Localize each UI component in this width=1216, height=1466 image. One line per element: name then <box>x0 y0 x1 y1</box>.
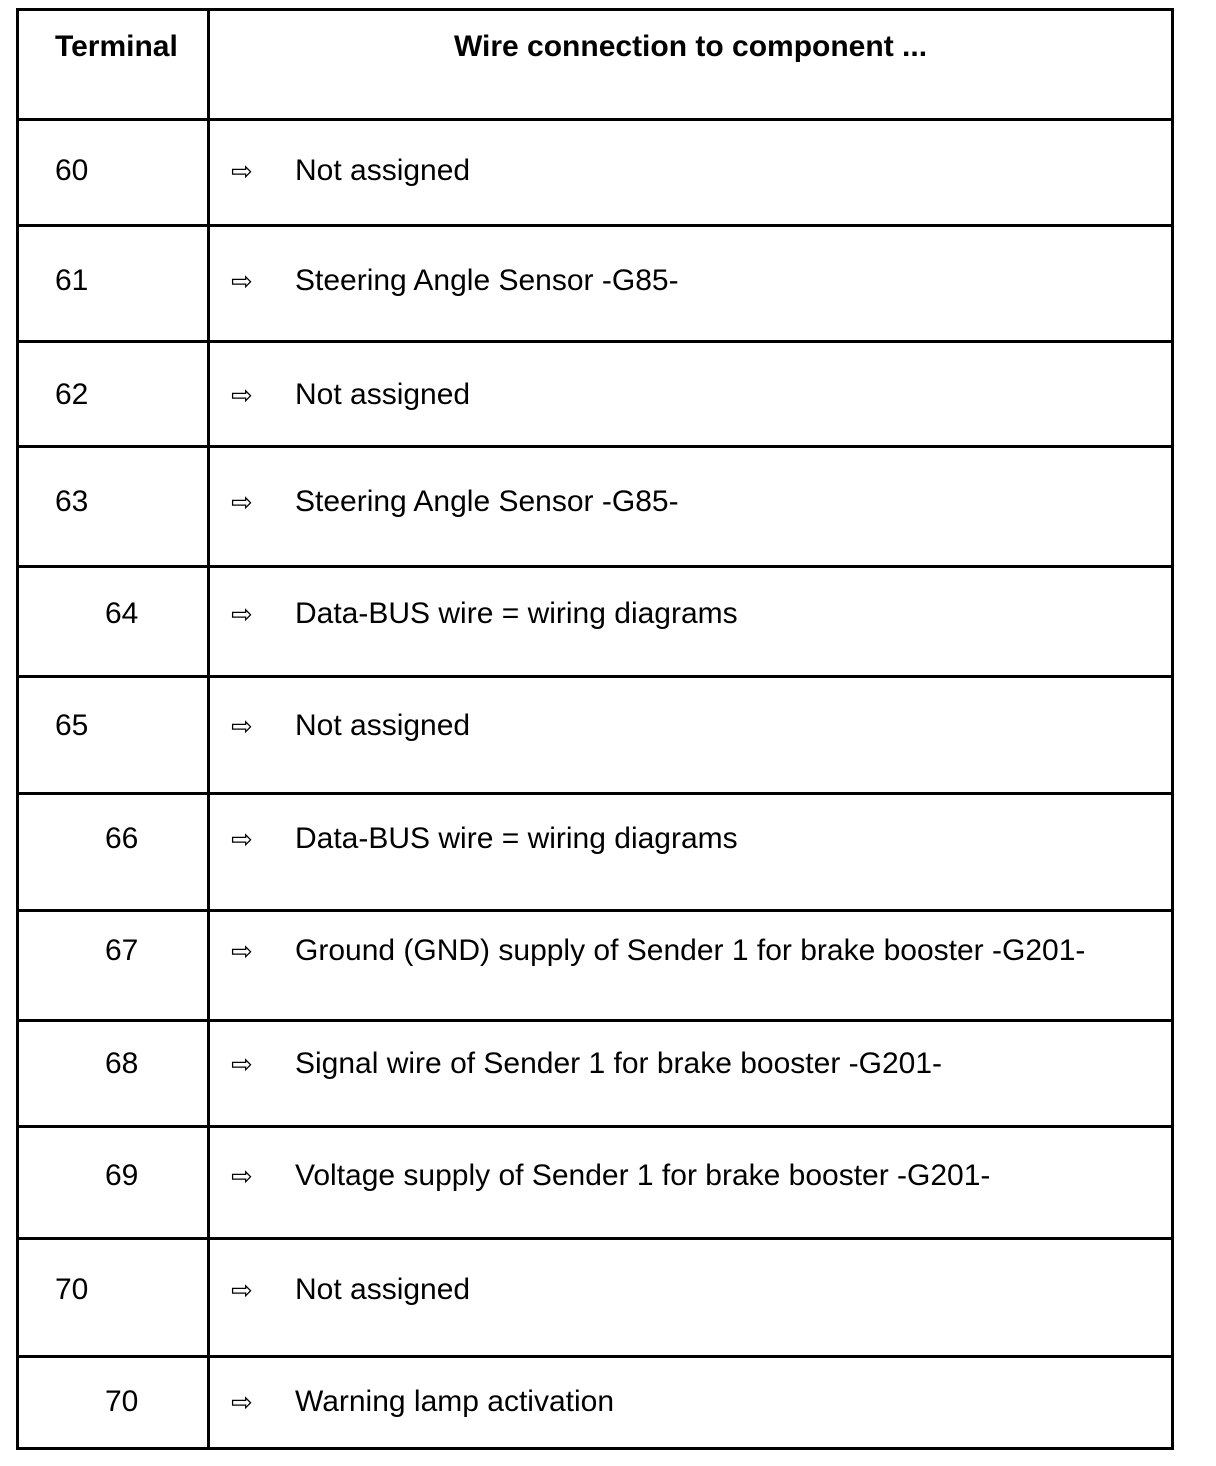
connection-text: Voltage supply of Sender 1 for brake booster -G201- <box>295 1159 991 1192</box>
arrow-icon: ⇨ <box>231 157 253 187</box>
table-row <box>19 121 1171 227</box>
column-divider <box>207 678 210 792</box>
connection-text: Not assigned <box>295 1273 471 1306</box>
connection-text: Steering Angle Sensor -G85- <box>295 264 679 297</box>
table-row <box>19 1358 1171 1447</box>
column-divider <box>207 227 210 340</box>
connection-text: Ground (GND) supply of Sender 1 for brake booster -G201- <box>295 934 1086 967</box>
header-terminal: Terminal <box>55 30 178 63</box>
terminal-number: 62 <box>55 378 89 411</box>
terminal-number: 64 <box>105 597 139 630</box>
arrow-icon: ⇨ <box>231 1162 253 1192</box>
connection-text: Steering Angle Sensor -G85- <box>295 485 679 518</box>
terminal-number: 66 <box>105 822 139 855</box>
arrow-icon: ⇨ <box>231 937 253 967</box>
column-divider <box>207 1128 210 1237</box>
table-row <box>19 795 1171 912</box>
terminal-number: 68 <box>105 1047 139 1080</box>
connection-text: Warning lamp activation <box>295 1385 615 1418</box>
terminal-number: 61 <box>55 264 89 297</box>
header-connection: Wire connection to component ... <box>453 30 928 63</box>
connection-text: Data-BUS wire = wiring diagrams <box>295 822 738 855</box>
column-divider <box>207 448 210 565</box>
terminal-number: 70 <box>55 1273 89 1306</box>
arrow-icon: ⇨ <box>231 1276 253 1306</box>
table-row <box>19 568 1171 678</box>
column-divider <box>207 1358 210 1447</box>
terminal-number: 69 <box>105 1159 139 1192</box>
column-divider <box>207 568 210 675</box>
arrow-icon: ⇨ <box>231 825 253 855</box>
connection-text: Signal wire of Sender 1 for brake booster -G201- <box>295 1047 943 1080</box>
terminal-number: 70 <box>105 1385 139 1418</box>
table-row <box>19 448 1171 568</box>
arrow-icon: ⇨ <box>231 1050 253 1080</box>
column-divider <box>207 121 210 224</box>
column-divider <box>207 1022 210 1125</box>
terminal-number: 63 <box>55 485 89 518</box>
table-row <box>19 912 1171 1022</box>
terminal-number: 67 <box>105 934 139 967</box>
table-row <box>19 1128 1171 1240</box>
terminal-number: 65 <box>55 709 89 742</box>
arrow-icon: ⇨ <box>231 267 253 297</box>
column-divider <box>207 912 210 1019</box>
column-divider <box>207 343 210 445</box>
terminal-table <box>16 8 1174 1450</box>
arrow-icon: ⇨ <box>231 488 253 518</box>
column-divider <box>207 1240 210 1355</box>
arrow-icon: ⇨ <box>231 712 253 742</box>
table-row <box>19 678 1171 795</box>
table-row <box>19 227 1171 343</box>
connection-text: Data-BUS wire = wiring diagrams <box>295 597 738 630</box>
connection-text: Not assigned <box>295 154 471 187</box>
connection-text: Not assigned <box>295 378 471 411</box>
table-row <box>19 1022 1171 1128</box>
arrow-icon: ⇨ <box>231 381 253 411</box>
terminal-number: 60 <box>55 154 89 187</box>
table-row <box>19 343 1171 448</box>
column-divider <box>207 795 210 909</box>
table-header-row <box>19 11 1171 121</box>
arrow-icon: ⇨ <box>231 600 253 630</box>
table-row <box>19 1240 1171 1358</box>
arrow-icon: ⇨ <box>231 1388 253 1418</box>
connection-text: Not assigned <box>295 709 471 742</box>
